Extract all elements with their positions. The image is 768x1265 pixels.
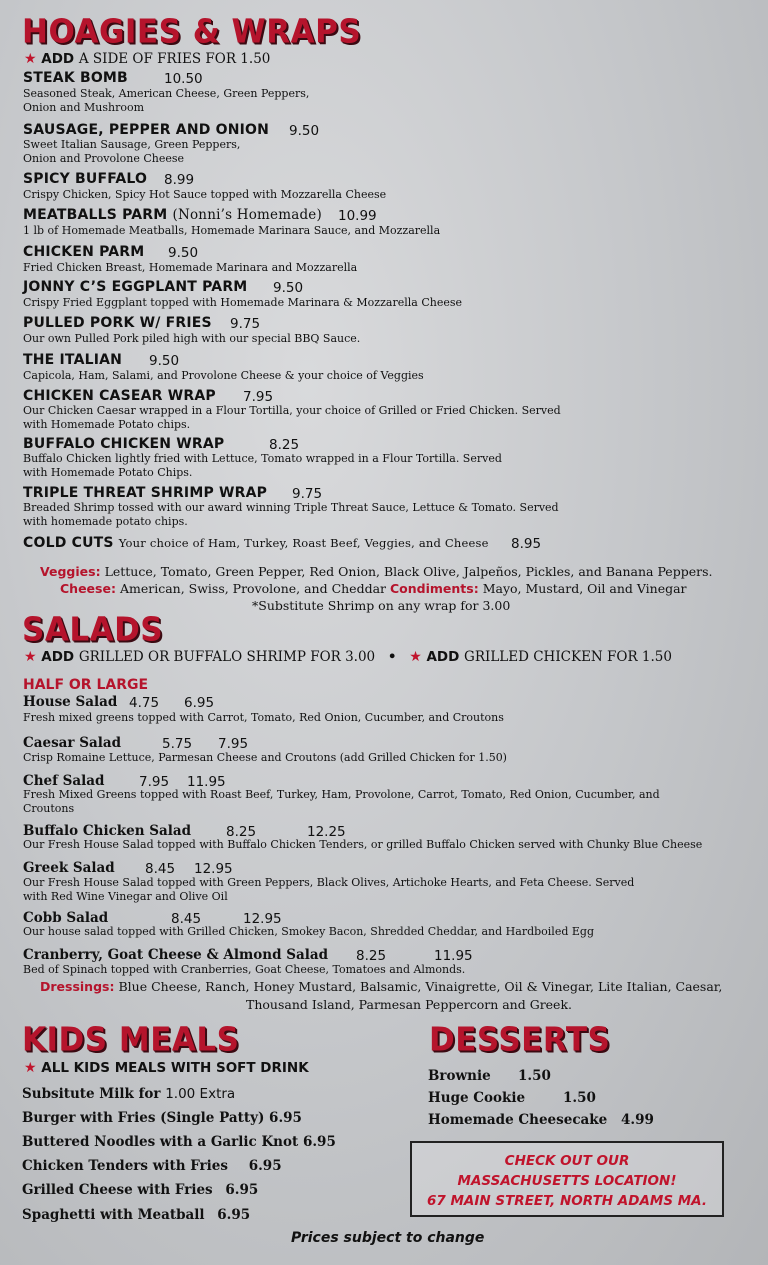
- salad-half-price: 8.45: [145, 861, 176, 877]
- salad-half-price: 8.45: [171, 911, 202, 927]
- cheese-list: American, Swiss, Provolone, and Cheddar: [119, 581, 387, 596]
- salad-desc: Bed of Spinach topped with Cranberries, Goat Cheese, Tomatoes and Almonds.: [23, 963, 466, 976]
- cheese-label: Cheese:: [60, 581, 116, 596]
- add-note-text: A SIDE OF FRIES FOR 1.50: [78, 51, 271, 67]
- dessert-price: 1.50: [563, 1090, 596, 1106]
- salad-desc: Fresh mixed greens topped with Carrot, Tomato, Red Onion, Cucumber, and Croutons: [23, 711, 504, 724]
- menu-item-price: 8.99: [164, 172, 195, 188]
- kids-item-price: 6.95: [225, 1182, 259, 1198]
- dressings-line-2: Thousand Island, Parmesan Peppercorn and Greek.: [246, 997, 573, 1012]
- dessert-price: 1.50: [518, 1068, 551, 1084]
- kids-item: [22, 1086, 235, 1102]
- menu-item-desc: Sweet Italian Sausage, Green Peppers, Onion and Provolone Cheese: [23, 138, 241, 165]
- menu-item-desc: Buffalo Chicken lightly fried with Lettuce, Tomato wrapped in a Flour Tortilla. Served with Homemade Potato Chips.: [23, 452, 502, 479]
- salad-large-price: 11.95: [434, 948, 473, 964]
- menu-item-price: 10.50: [164, 71, 203, 87]
- salad-name: Greek Salad: [23, 860, 115, 876]
- menu-item-desc: Breaded Shrimp tossed with our award winning Triple Threat Sauce, Lettuce & Tomato. Served with homemade potato chips.: [23, 501, 559, 528]
- kids-item-name: Spaghetti with Meatball: [22, 1207, 205, 1223]
- kids-item-name: Subsitute Milk for: [22, 1086, 161, 1102]
- menu-item-name: JONNY C’S EGGPLANT PARM: [23, 279, 248, 295]
- menu-item-name-text: COLD CUTS: [23, 535, 114, 551]
- salad-desc: Crisp Romaine Lettuce, Parmesan Cheese and Croutons (add Grilled Chicken for 1.50): [23, 751, 507, 764]
- kids-item-price: 6.95: [217, 1207, 251, 1223]
- menu-item-name: CHICKEN CASEAR WRAP: [23, 388, 216, 404]
- menu-item-desc: Crispy Fried Eggplant topped with Homemade Marinara & Mozzarella Cheese: [23, 296, 462, 309]
- dessert-name: Homemade Cheesecake: [428, 1112, 608, 1128]
- menu-item-price: 8.25: [269, 437, 300, 453]
- kids-item-price: 6.95: [269, 1110, 302, 1126]
- add-keyword: ADD: [41, 51, 75, 67]
- kids-item-name: Burger with Fries (Single Patty): [22, 1110, 265, 1126]
- menu-item-price: 9.50: [289, 123, 320, 139]
- salad-name: Buffalo Chicken Salad: [23, 823, 192, 839]
- kids-note: [24, 1060, 309, 1076]
- kids-title: KIDS MEALS: [22, 1021, 240, 1059]
- menu-item-name: [23, 535, 489, 551]
- salad-large-price: 11.95: [187, 774, 226, 790]
- menu-item-name: STEAK BOMB: [23, 70, 128, 86]
- add-keyword: ADD: [426, 649, 460, 665]
- salad-half-price: 8.25: [356, 948, 387, 964]
- menu-item-desc: Our own Pulled Pork piled high with our special BBQ Sauce.: [23, 332, 361, 345]
- kids-item-name: Grilled Cheese with Fries: [22, 1182, 213, 1198]
- cheese-condiments-line: [60, 581, 687, 596]
- prices-disclaimer: Prices subject to change: [291, 1230, 485, 1246]
- kids-item: [22, 1182, 258, 1198]
- menu-item-name: SPICY BUFFALO: [23, 171, 148, 187]
- kids-item-price: 1.00 Extra: [165, 1086, 236, 1102]
- menu-item-name: TRIPLE THREAT SHRIMP WRAP: [23, 485, 268, 501]
- add-chicken-text: GRILLED CHICKEN FOR 1.50: [464, 649, 672, 665]
- menu-item-desc: Fried Chicken Breast, Homemade Marinara and Mozzarella: [23, 261, 358, 274]
- menu-item-name: BUFFALO CHICKEN WRAP: [23, 436, 225, 452]
- condiments-list: Mayo, Mustard, Oil and Vinegar: [482, 581, 687, 596]
- condiments-label: Condiments:: [390, 581, 479, 596]
- half-or-large-label: HALF OR LARGE: [23, 677, 149, 693]
- salad-name: House Salad: [23, 694, 118, 710]
- menu-item-name: CHICKEN PARM: [23, 244, 145, 260]
- bullet-separator: •: [387, 649, 397, 665]
- menu-item-note: (Nonni’s Homemade): [172, 207, 322, 223]
- menu-item-desc: Capicola, Ham, Salami, and Provolone Cheese & your choice of Veggies: [23, 369, 424, 382]
- salad-large-price: 6.95: [184, 695, 215, 711]
- add-shrimp-text: GRILLED OR BUFFALO SHRIMP FOR 3.00: [78, 649, 376, 665]
- location-line-2: MASSACHUSETTS LOCATION!: [457, 1173, 677, 1189]
- star-icon: ★: [24, 51, 37, 67]
- salad-half-price: 8.25: [226, 824, 257, 840]
- add-keyword: ADD: [41, 649, 75, 665]
- salad-name: Caesar Salad: [23, 735, 122, 751]
- menu-item-desc: 1 lb of Homemade Meatballs, Homemade Marinara Sauce, and Mozzarella: [23, 224, 441, 237]
- location-callout-box: [410, 1141, 724, 1217]
- menu-item-name: [23, 207, 322, 223]
- menu-item-price: 8.95: [511, 536, 542, 552]
- menu-item-name: SAUSAGE, PEPPER AND ONION: [23, 122, 270, 138]
- salad-name: Cranberry, Goat Cheese & Almond Salad: [23, 947, 329, 963]
- menu-item-price: 9.50: [149, 353, 180, 369]
- kids-item: [22, 1207, 250, 1223]
- menu-item-desc: Our Chicken Caesar wrapped in a Flour Tortilla, your choice of Grilled or Fried Chicken. Served with Homemade Potato chips.: [23, 404, 561, 431]
- dressings-list: Blue Cheese, Ranch, Honey Mustard, Balsamic, Vinaigrette, Oil & Vinegar, Lite Italian, Caesar,: [118, 979, 723, 994]
- menu-item-note: Your choice of Ham, Turkey, Roast Beef, Veggies, and Cheese: [118, 536, 489, 550]
- salad-large-price: 12.95: [243, 911, 282, 927]
- substitute-shrimp-note: *Substitute Shrimp on any wrap for 3.00: [252, 598, 511, 613]
- star-icon: ★: [24, 649, 37, 665]
- hoagies-title: HOAGIES & WRAPS: [22, 13, 362, 51]
- salad-half-price: 5.75: [162, 736, 193, 752]
- menu-item-price: 9.50: [273, 280, 304, 296]
- veggies-line: [40, 564, 712, 579]
- menu-item-price: 7.95: [243, 389, 274, 405]
- menu-item-desc: Crispy Chicken, Spicy Hot Sauce topped with Mozzarella Cheese: [23, 188, 387, 201]
- dessert-price: 4.99: [621, 1112, 654, 1128]
- dessert-name: Huge Cookie: [428, 1090, 526, 1106]
- hoagies-add-note: [24, 51, 270, 67]
- salad-desc: Fresh Mixed Greens topped with Roast Beef, Turkey, Ham, Provolone, Carrot, Tomato, Red Onion, Cucumber, and Croutons: [23, 788, 660, 815]
- kids-item: [22, 1134, 336, 1150]
- kids-item-name: Buttered Noodles with a Garlic Knot: [22, 1134, 299, 1150]
- salad-large-price: 12.25: [307, 824, 346, 840]
- location-address: 67 MAIN STREET, NORTH ADAMS MA.: [426, 1193, 708, 1209]
- menu-item-name: PULLED PORK W/ FRIES: [23, 315, 212, 331]
- salad-name: Chef Salad: [23, 773, 105, 789]
- veggies-list: Lettuce, Tomato, Green Pepper, Red Onion, Black Olive, Jalpeños, Pickles, and Banana Peppers.: [104, 564, 713, 579]
- menu-item-desc: Seasoned Steak, American Cheese, Green Peppers, Onion and Mushroom: [23, 87, 310, 114]
- menu-item-price: 10.99: [338, 208, 377, 224]
- location-line-1: CHECK OUT OUR: [504, 1153, 630, 1169]
- salad-half-price: 7.95: [139, 774, 170, 790]
- kids-item-price: 6.95: [302, 1134, 336, 1150]
- salad-large-price: 12.95: [194, 861, 233, 877]
- star-icon: ★: [409, 649, 422, 665]
- kids-item: [22, 1158, 282, 1174]
- kids-item-price: 6.95: [248, 1158, 282, 1174]
- star-icon: ★: [24, 1060, 37, 1076]
- kids-item-name: Chicken Tenders with Fries: [22, 1158, 228, 1174]
- salad-desc: Our house salad topped with Grilled Chicken, Smokey Bacon, Shredded Cheddar, and Hardboiled Egg: [23, 925, 594, 938]
- salad-desc: Our Fresh House Salad topped with Green Peppers, Black Olives, Artichoke Hearts, and Feta Cheese. Served with Red Wine Vinegar and Olive Oil: [23, 876, 635, 903]
- menu-item-price: 9.50: [168, 245, 199, 261]
- desserts-title: DESSERTS: [429, 1021, 611, 1059]
- salad-large-price: 7.95: [218, 736, 249, 752]
- menu-item-name: THE ITALIAN: [23, 352, 123, 368]
- kids-note-text: ALL KIDS MEALS WITH SOFT DRINK: [41, 1060, 309, 1076]
- dressings-label: Dressings:: [40, 979, 115, 994]
- menu-item-name-text: MEATBALLS PARM: [23, 207, 168, 223]
- menu-item-price: 9.75: [292, 486, 323, 502]
- salad-name: Cobb Salad: [23, 910, 109, 926]
- veggies-label: Veggies:: [40, 564, 101, 579]
- salad-half-price: 4.75: [129, 695, 160, 711]
- kids-item: [22, 1110, 302, 1126]
- salads-add-note: [24, 649, 672, 665]
- menu-item-price: 9.75: [230, 316, 261, 332]
- salad-desc: Our Fresh House Salad topped with Buffalo Chicken Tenders, or grilled Buffalo Chicken served with Chunky Blue Cheese: [23, 838, 703, 851]
- dessert-name: Brownie: [428, 1068, 491, 1084]
- dressings-line: [40, 979, 722, 994]
- salads-title: SALADS: [22, 611, 164, 649]
